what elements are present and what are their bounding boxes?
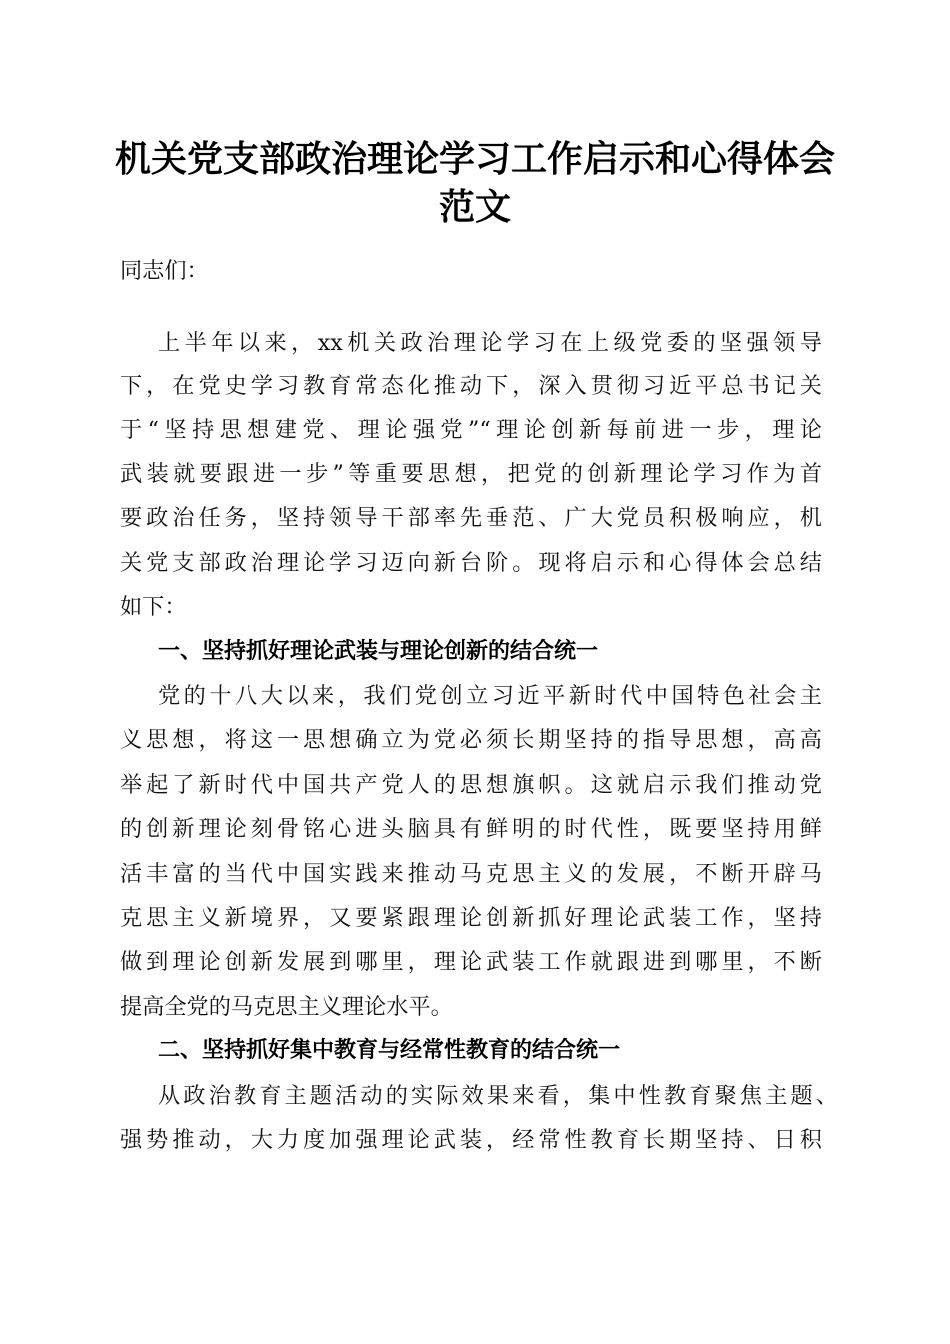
intro-line: 武装就要跟进一步”等重要思想，把党的创新理论学习作为首 — [120, 461, 822, 487]
section-2-heading: 二、坚持抓好集中教育与经常性教育的结合统一 — [158, 1038, 621, 1063]
section-1-line: 举起了新时代中国共产党人的思想旗帜。这就启示我们推动党 — [120, 772, 822, 798]
intro-line: 如下： — [120, 594, 187, 620]
section-1-line: 义思想，将这一思想确立为党必须长期坚持的指导思想，高高 — [120, 727, 822, 753]
salutation: 同志们： — [120, 258, 209, 284]
document-title-line-2: 范文 — [438, 186, 511, 228]
section-1-line: 提高全党的马克思主义理论水平。 — [120, 994, 453, 1020]
document-title-line-1: 机关党支部政治理论学习工作启示和心得体会 — [114, 138, 835, 180]
section-1-line: 的创新理论刻骨铭心进头脑具有鲜明的时代性，既要坚持用鲜 — [120, 816, 822, 842]
intro-line: 于“坚持思想建党、理论强党”“理论创新每前进一步，理论 — [120, 417, 822, 443]
intro-line: 关党支部政治理论学习迈向新台阶。现将启示和心得体会总结 — [120, 550, 822, 576]
intro-line: 下，在党史学习教育常态化推动下，深入贯彻习近平总书记关 — [120, 373, 822, 399]
section-1-line: 克思主义新境界，又要紧跟理论创新抓好理论武装工作，坚持 — [120, 905, 822, 931]
section-2-line: 强势推动，大力度加强理论武装，经常性教育长期坚持、日积 — [120, 1127, 822, 1153]
section-1-heading: 一、坚持抓好理论武装与理论创新的结合统一 — [158, 639, 599, 664]
intro-line: 要政治任务，坚持领导干部率先垂范、广大党员积极响应，机 — [120, 505, 822, 531]
section-1-line: 活丰富的当代中国实践来推动马克思主义的发展，不断开辟马 — [120, 861, 822, 887]
intro-line: 上半年以来，xx机关政治理论学习在上级党委的坚强领导 — [158, 330, 822, 356]
section-1-line: 党的十八大以来，我们党创立习近平新时代中国特色社会主 — [158, 683, 822, 709]
section-1-line: 做到理论创新发展到哪里，理论武装工作就跟进到哪里，不断 — [120, 949, 822, 975]
section-2-line: 从政治教育主题活动的实际效果来看，集中性教育聚焦主题、 — [158, 1083, 838, 1109]
